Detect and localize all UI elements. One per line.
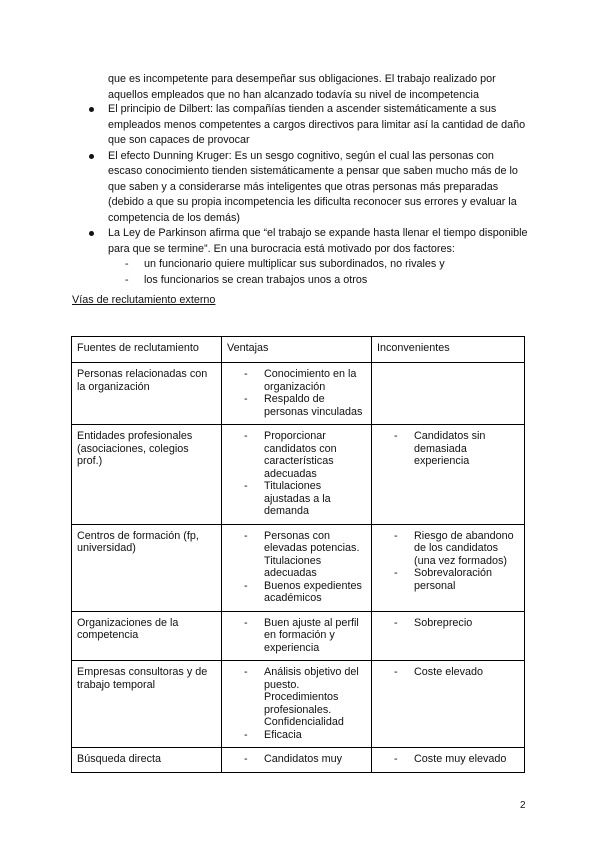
bullet-dot-icon <box>89 154 94 159</box>
advantages-list <box>227 368 366 418</box>
disadvantages-list <box>377 666 519 679</box>
list-item: - Riesgo de abandono de los candidatos (una vez formados) <box>394 529 514 567</box>
cell-advantages <box>222 425 372 525</box>
cell-source: Búsqueda directa <box>72 748 222 773</box>
bullet-list <box>86 102 531 288</box>
disadvantages-list <box>377 753 519 766</box>
cell-source: Centros de formación (fp, universidad) <box>72 524 222 611</box>
cell-source: Empresas consultoras y de trabajo temporal <box>72 661 222 748</box>
bullet-text: El principio de Dilbert: las compañías tienden a ascender sistemáticamente a sus empleados menos competentes a cargos directivos para limitar así la cantidad de daño que son capaces de provocar <box>108 103 526 146</box>
advantages-list <box>227 430 366 518</box>
cell-advantages <box>222 611 372 661</box>
list-item: - Coste elevado <box>394 666 484 678</box>
advantages-list <box>227 530 366 605</box>
table-row <box>72 425 525 525</box>
sub-item: - los funcionarios se crean trabajos unos a otros <box>125 273 368 286</box>
sub-item: - un funcionario quiere multiplicar sus subordinados, no rivales y <box>125 258 445 270</box>
cell-advantages <box>222 363 372 425</box>
bullet-text: El efecto Dunning Kruger: Es un sesgo cognitivo, según el cual las personas con escaso conocimiento tienden sistemáticamente a pensar que saben mucho más de lo que saben y a considerarse más inteligentes que otras personas más preparadas (debido a que su propia incompetencia les dificulta reconocer sus errores y evaluar la competencia de los demás) <box>108 149 518 224</box>
advantages-list <box>227 753 366 766</box>
bullet-text: La Ley de Parkinson afirma que “el trabajo se expande hasta llenar el tiempo disponible para que se termine”. En una burocracia está motivado por dos factores: <box>108 227 528 255</box>
cell-advantages <box>222 748 372 773</box>
page-number: 2 <box>520 800 526 811</box>
list-item: - Eficacia <box>244 728 302 741</box>
cell-advantages <box>222 524 372 611</box>
advantages-list <box>227 617 366 655</box>
bullet-item-parkinson <box>86 226 531 288</box>
list-item: - Buen ajuste al perfil en formación y experiencia <box>244 616 359 654</box>
cell-disadvantages <box>372 524 525 611</box>
list-item: - Candidatos muy <box>244 753 343 765</box>
cell-disadvantages <box>372 611 525 661</box>
table-row <box>72 661 525 748</box>
recruitment-table <box>71 336 525 773</box>
table-row <box>72 748 525 773</box>
cell-disadvantages <box>372 425 525 525</box>
advantages-list <box>227 666 366 741</box>
cell-advantages <box>222 661 372 748</box>
paragraph-continuation: que es incompetente para desempeñar sus obligaciones. El trabajo realizado por aquellos empleados que no han alcanzado todavía su nivel de incompetencia <box>108 73 496 101</box>
bullet-dot-icon <box>89 231 94 236</box>
cell-disadvantages <box>372 661 525 748</box>
cell-source: Personas relacionadas con la organización <box>72 363 222 425</box>
list-item: - Titulaciones ajustadas a la demanda <box>244 480 331 517</box>
table-header-row <box>72 337 525 363</box>
disadvantages-list <box>377 617 519 630</box>
list-item: - Análisis objetivo del puesto. Procedimientos profesionales. Confidencialidad <box>244 666 359 728</box>
cell-disadvantages <box>372 748 525 773</box>
table-row <box>72 524 525 611</box>
list-item: - Conocimiento en la organización <box>244 368 357 393</box>
list-item: - Respaldo de personas vinculadas <box>244 393 363 418</box>
bullet-dot-icon <box>89 107 94 112</box>
bullet-item-dilbert <box>86 102 531 149</box>
header-advantages: Ventajas <box>222 337 372 363</box>
list-item: - Buenos expedientes académicos <box>244 579 362 604</box>
disadvantages-list <box>377 530 519 593</box>
list-item: - Proporcionar candidatos con características adecuadas <box>244 430 337 480</box>
list-item: - Personas con elevadas potencias. Titulaciones adecuadas <box>244 529 360 579</box>
bullet-item-dunning-kruger <box>86 149 531 227</box>
disadvantages-list <box>377 430 519 468</box>
list-item: - Candidatos sin demasiada experiencia <box>394 430 486 467</box>
cell-source: Entidades profesionales (asociaciones, colegios prof.) <box>72 425 222 525</box>
table-row <box>72 611 525 661</box>
list-item: - Coste muy elevado <box>394 753 507 765</box>
list-item: - Sobreprecio <box>394 616 473 629</box>
table-row <box>72 363 525 425</box>
cell-source: Organizaciones de la competencia <box>72 611 222 661</box>
section-title: Vías de reclutamiento externo <box>72 294 216 306</box>
cell-disadvantages <box>372 363 525 425</box>
sub-list <box>108 257 531 288</box>
list-item: - Sobrevaloración personal <box>394 567 493 592</box>
header-disadvantages: Inconvenientes <box>372 337 525 363</box>
header-sources: Fuentes de reclutamiento <box>72 337 222 363</box>
